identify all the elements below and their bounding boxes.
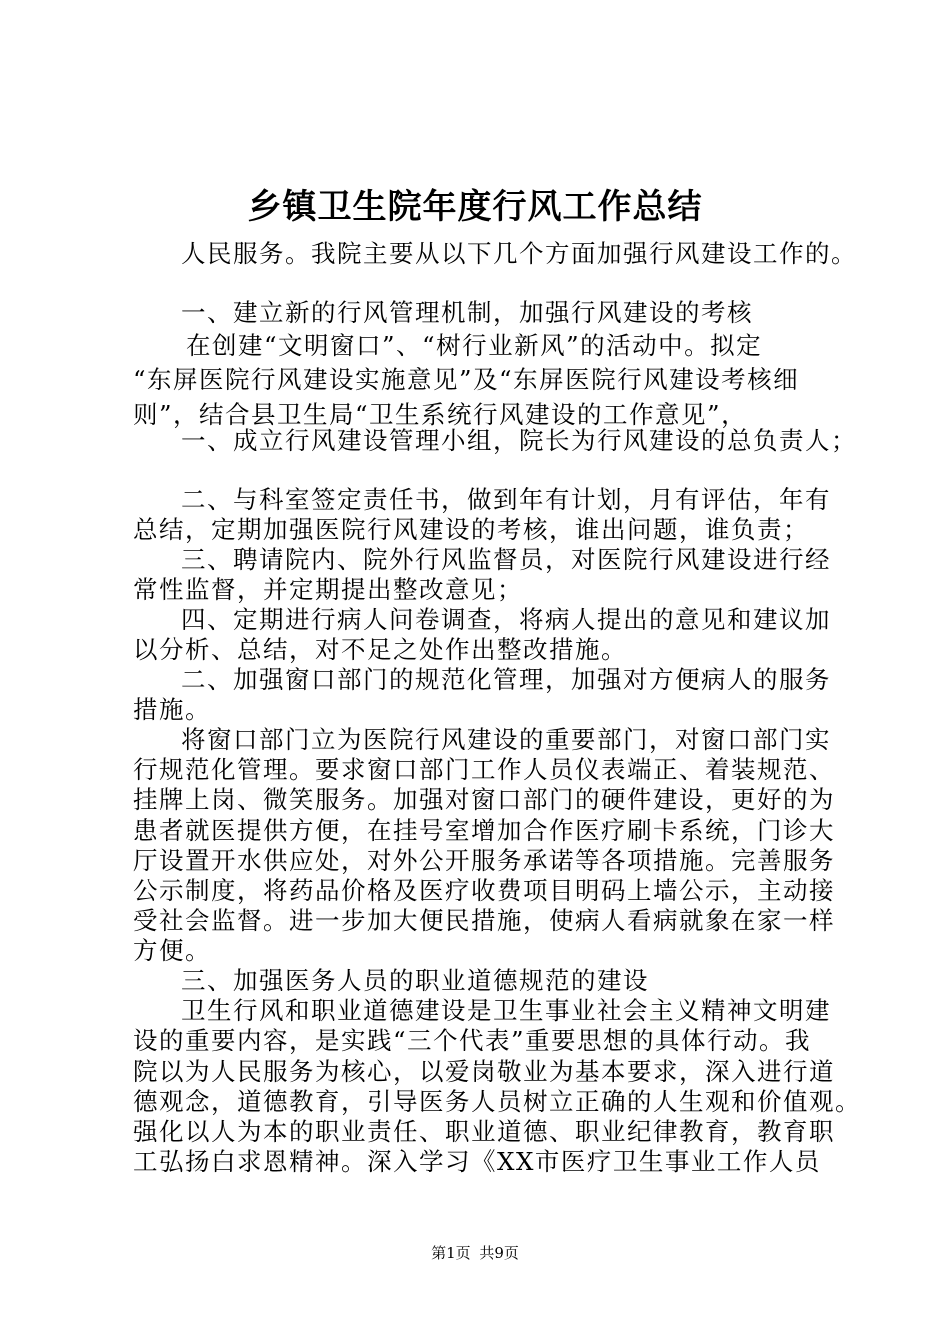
body-line: 院以为人民服务为核心，以爱岗敬业为基本要求，深入进行道 bbox=[133, 1057, 835, 1086]
body-line: 设的重要内容，是实践“三个代表”重要思想的具体行动。我 bbox=[133, 1026, 812, 1055]
section-heading: 三、加强医务人员的职业道德规范的建设 bbox=[181, 966, 649, 995]
body-line: 挂牌上岗、微笑服务。加强对窗口部门的硬件建设，更好的为 bbox=[133, 785, 835, 814]
body-line: 卫生行风和职业道德建设是卫生事业社会主义精神文明建 bbox=[181, 996, 831, 1025]
page-number: 第1页 bbox=[431, 1244, 471, 1262]
body-line: “东屏医院行风建设实施意见”及“东屏医院行风建设考核细 bbox=[133, 365, 800, 394]
body-line: 在创建“文明窗口”、“树行业新风”的活动中。拟定 bbox=[186, 331, 763, 360]
body-line: 患者就医提供方便，在挂号室增加合作医疗刷卡系统，门诊大 bbox=[133, 816, 835, 845]
document-title: 乡镇卫生院年度行风工作总结 bbox=[247, 187, 703, 227]
body-line: 工弘扬白求恩精神。深入学习《XX市医疗卫生事业工作人员 bbox=[133, 1147, 821, 1176]
body-line: 行规范化管理。要求窗口部门工作人员仪表端正、着装规范、 bbox=[133, 755, 835, 784]
section-heading: 措施。 bbox=[133, 695, 211, 724]
body-line: 总结，定期加强医院行风建设的考核，谁出问题，谁负责； bbox=[133, 515, 809, 544]
body-line: 方便。 bbox=[133, 936, 211, 965]
body-line: 则”，结合县卫生局“卫生系统行风建设的工作意见”， bbox=[133, 400, 748, 429]
body-line: 常性监督，并定期提出整改意见； bbox=[133, 575, 523, 604]
body-line: 受社会监督。进一步加大便民措施，使病人看病就象在家一样 bbox=[133, 906, 835, 935]
body-line: 强化以人为本的职业责任、职业道德、职业纪律教育，教育职 bbox=[133, 1117, 835, 1146]
body-line: 四、定期进行病人问卷调查，将病人提出的意见和建议加 bbox=[181, 605, 831, 634]
page-total: 共9页 bbox=[479, 1244, 519, 1262]
body-line: 将窗口部门立为医院行风建设的重要部门，对窗口部门实 bbox=[181, 725, 831, 754]
body-line: 人民服务。我院主要从以下几个方面加强行风建设工作的。 bbox=[181, 239, 857, 268]
body-line: 二、与科室签定责任书，做到年有计划，月有评估，年有 bbox=[181, 485, 831, 514]
page-footer bbox=[0, 1243, 950, 1263]
body-line: 厅设置开水供应处，对外公开服务承诺等各项措施。完善服务 bbox=[133, 846, 835, 875]
body-line: 以分析、总结，对不足之处作出整改措施。 bbox=[133, 635, 627, 664]
body-line: 公示制度，将药品价格及医疗收费项目明码上墙公示，主动接 bbox=[133, 876, 835, 905]
body-line: 德观念，道德教育，引导医务人员树立正确的人生观和价值观。 bbox=[133, 1087, 861, 1116]
body-line: 三、聘请院内、院外行风监督员，对医院行风建设进行经 bbox=[181, 545, 831, 574]
section-heading: 二、加强窗口部门的规范化管理，加强对方便病人的服务 bbox=[181, 665, 831, 694]
body-line: 一、成立行风建设管理小组，院长为行风建设的总负责人； bbox=[181, 426, 857, 455]
section-heading: 一、建立新的行风管理机制，加强行风建设的考核 bbox=[181, 298, 753, 327]
